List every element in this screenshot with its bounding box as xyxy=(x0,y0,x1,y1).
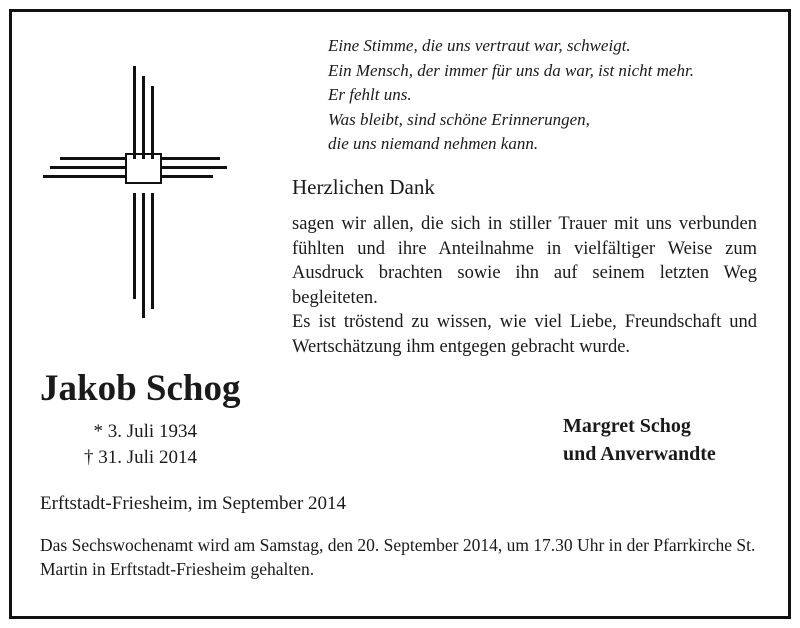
thanks-heading: Herzlichen Dank xyxy=(292,175,435,199)
poem-line: Ein Mensch, der immer für uns da war, ist nicht mehr. xyxy=(328,60,694,80)
signature-name: Margret Schog xyxy=(563,415,691,437)
thanks-paragraph: Es ist tröstend zu wissen, wie viel Liebe, Freundschaft und Wertschätzung ihm entgegen gebracht wurde. xyxy=(292,312,757,357)
signature-relatives: und Anverwandte xyxy=(563,443,716,465)
service-text: Das Sechswochenamt wird am Samstag, den 20. September 2014, um 17.30 Uhr in der Pfarrkirche St. Martin in Erftstadt-Friesheim gehalten. xyxy=(40,535,756,579)
cross-icon xyxy=(40,64,230,334)
thanks-body xyxy=(292,212,757,359)
poem-line: Was bleibt, sind schöne Erinnerungen, xyxy=(328,109,590,129)
poem-line: Er fehlt uns. xyxy=(328,85,412,104)
deceased-name: Jakob Schog xyxy=(40,368,241,409)
death-date: † 31. Juli 2014 xyxy=(84,447,197,468)
thanks-paragraph: sagen wir allen, die sich in stiller Trauer mit uns verbunden fühlten und ihre Anteilnahme in vielfältiger Weise zum Ausdruck brachten sowie ihn auf seinem letzten Weg begleiteten. xyxy=(292,214,757,308)
poem-line: Eine Stimme, die uns vertraut war, schweigt. xyxy=(328,36,631,55)
place-date: Erftstadt-Friesheim, im September 2014 xyxy=(40,493,347,514)
poem xyxy=(328,34,694,157)
birth-date: * 3. Juli 1934 xyxy=(93,421,197,442)
life-dates xyxy=(84,419,197,471)
poem-line: die uns niemand nehmen kann. xyxy=(328,134,539,153)
signature xyxy=(563,412,716,468)
service-announcement xyxy=(40,533,762,581)
